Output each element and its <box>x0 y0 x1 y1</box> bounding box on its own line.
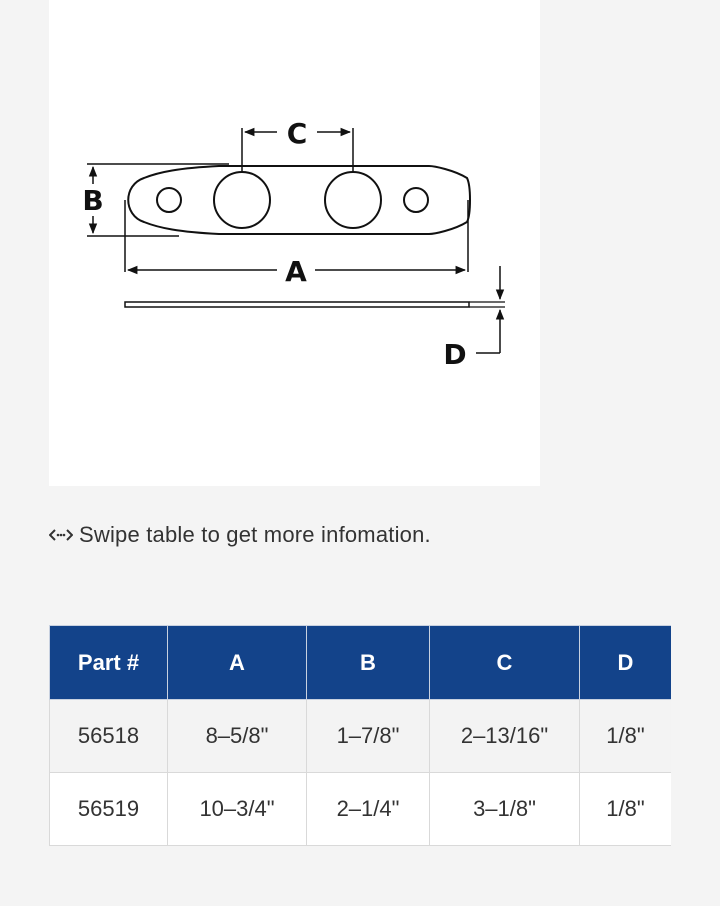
cell-b: 1–7/8" <box>307 700 430 773</box>
product-diagram <box>49 0 540 486</box>
column-header-a: A <box>168 626 307 700</box>
cell-c: 3–1/8" <box>430 773 580 846</box>
cell-part-number: 56518 <box>50 700 168 773</box>
spec-table <box>49 625 671 846</box>
column-header-b: B <box>307 626 430 700</box>
cell-d: 1/8" <box>580 700 672 773</box>
column-header-c: C <box>430 626 580 700</box>
cell-d: 1/8" <box>580 773 672 846</box>
cell-a: 8–5/8" <box>168 700 307 773</box>
dimension-c-label: C <box>286 117 308 150</box>
column-header-d: D <box>580 626 672 700</box>
table-row <box>50 700 672 773</box>
spec-table-scroll[interactable] <box>49 625 671 849</box>
swipe-hint-text: Swipe table to get more infomation. <box>79 522 431 547</box>
table-header-row <box>50 626 672 700</box>
plate-outline <box>128 166 470 234</box>
cell-part-number: 56519 <box>50 773 168 846</box>
dimension-a-label: A <box>285 255 307 288</box>
dimension-drawing <box>49 0 540 486</box>
table-row <box>50 773 672 846</box>
dimension-b-label: B <box>82 184 104 217</box>
swipe-hint <box>49 518 431 552</box>
cell-a: 10–3/4" <box>168 773 307 846</box>
column-header-part: Part # <box>50 626 168 700</box>
dimension-d-label: D <box>443 338 467 371</box>
swipe-horizontal-icon <box>49 525 73 545</box>
cell-b: 2–1/4" <box>307 773 430 846</box>
cell-c: 2–13/16" <box>430 700 580 773</box>
plate-side-profile <box>125 302 469 307</box>
